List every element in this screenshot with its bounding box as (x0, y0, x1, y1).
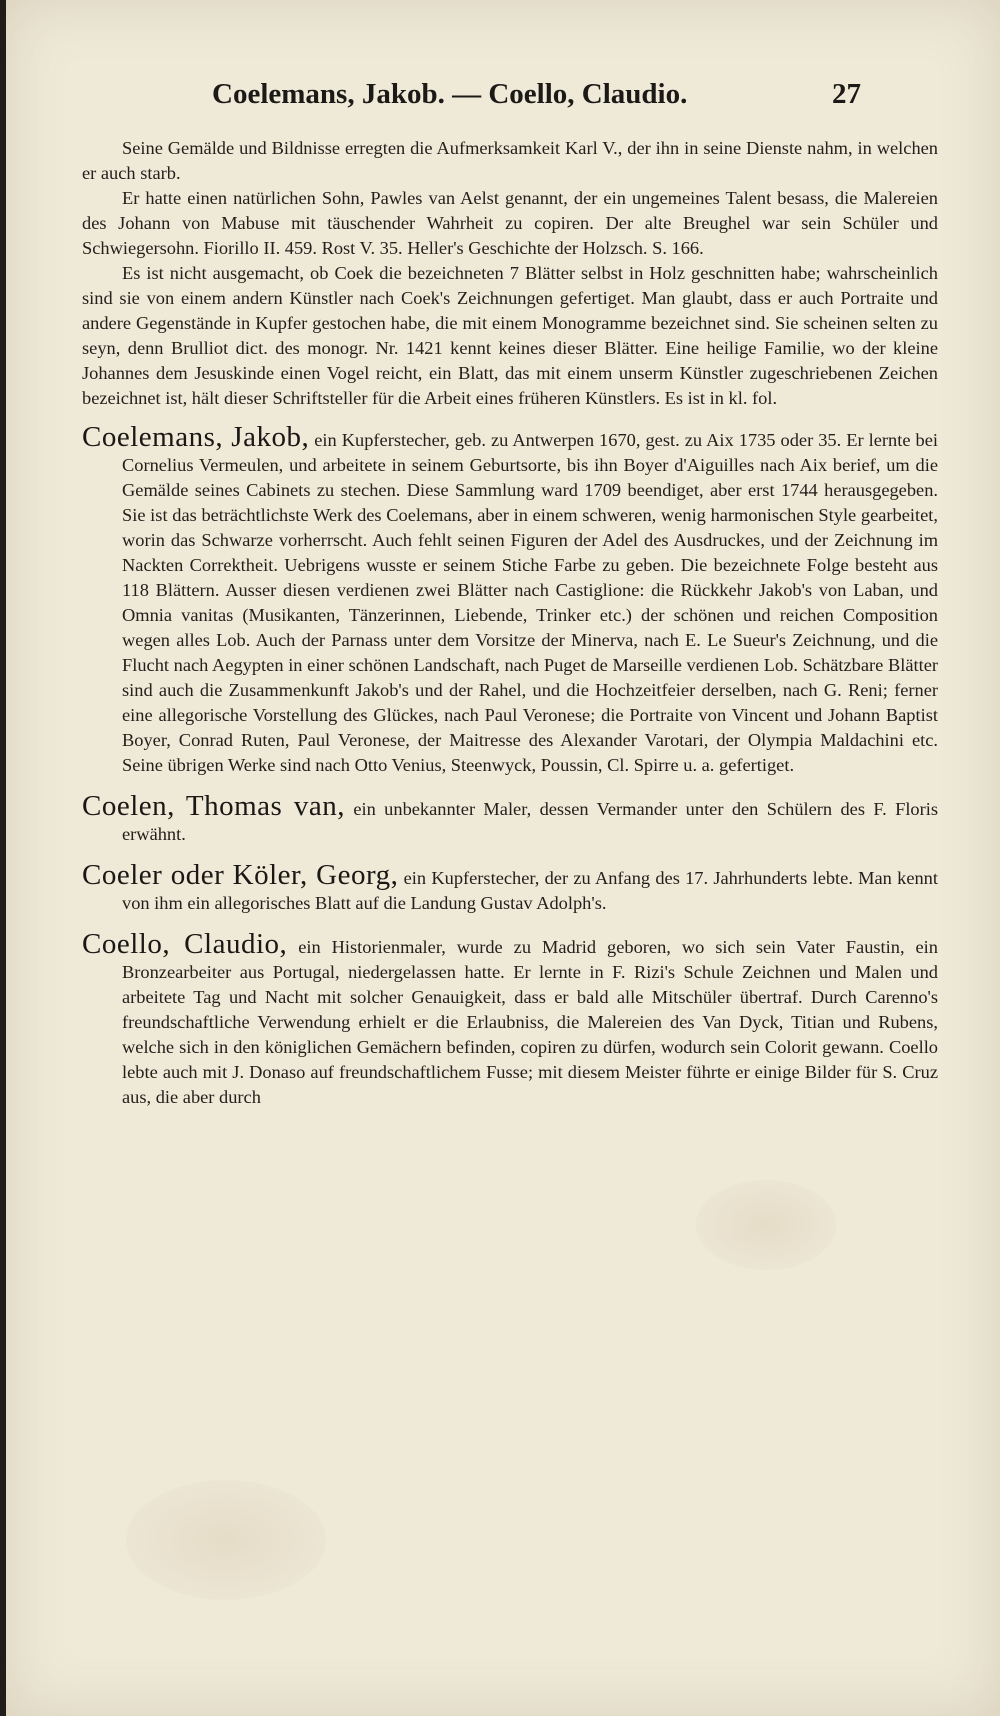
entry-coeler (82, 859, 938, 916)
entry-text: ein Kupferstecher, geb. zu Antwerpen 1670, gest. zu Aix 1735 oder 35. Er lernte bei Cornelius Vermeulen, und arbeitete in seinem Geburtsorte, bis ihn Boyer d'Aiguilles nach Aix berief, um die Gemälde seines Cabinets zu stechen. Diese Sammlung ward 1709 beendiget, aber erst 1744 herausgegeben. Sie ist das beträchtlichste Werk des Coelemans, aber in einem schweren, wenig harmonischen Style gearbeitet, worin das Schwarze vorherrscht. Auch fehlt seinen Figuren der Adel des Ausdruckes, und der Zeichnung im Nackten Correktheit. Uebrigens wusste er seinem Stiche Farbe zu geben. Die bezeichnete Folge besteht aus 118 Blättern. Ausser diesen verdienen zwei Blätter nach Castiglione: die Rückkehr Jakob's von Laban, und Omnia vanitas (Musikanten, Tänzerinnen, Liebende, Trinker etc.) der schönen und reichen Composition wegen alles Lob. Auch der Parnass unter dem Vorsitze der Minerva, nach E. Le Sueur's Zeichnung, und die Flucht nach Aegypten in einer schönen Landschaft, nach Puget de Marseille verdienen Lob. Schätzbare Blätter sind auch die Zusammenkunft Jakob's und der Rahel, und die Hochzeitfeier derselben, nach G. Reni; ferner eine allegorische Vorstellung des Glückes, nach Paul Veronese; die Portraite von Vincent und Johann Baptist Boyer, Conrad Ruten, Paul Veronese, der Maitresse des Alexander Varotari, der Olympia Maldachini etc. Seine übrigen Werke sind nach Otto Venius, Steenwyck, Poussin, Cl. Spirre u. a. gefertiget. (122, 430, 938, 775)
paper-stain (696, 1180, 836, 1270)
entry-name: Coelen, Thomas van, (82, 790, 345, 822)
entry-name: Coeler oder Köler, Georg, (82, 859, 399, 891)
page-number: 27 (832, 78, 861, 110)
entry-coello (82, 928, 938, 1110)
paragraph: Er hatte einen natürlichen Sohn, Pawles van Aelst genannt, der ein ungemeines Talent besass, die Malereien des Johann von Mabuse mit täuschender Wahrheit zu copiren. Der alte Breughel war sein Schüler und Schwiegersohn. Fiorillo II. 459. Rost V. 35. Heller's Geschichte der Holzsch. S. 166. (82, 188, 938, 258)
page-header (6, 78, 1000, 122)
entry-name: Coello, Claudio, (82, 928, 288, 960)
page-body (82, 136, 938, 1110)
book-page (6, 0, 1000, 1716)
entry-text: ein unbekannter Maler, dessen Vermander unter den Schülern des F. Floris erwähnt. (122, 799, 939, 844)
paper-stain (126, 1480, 326, 1600)
entry-text: ein Kupferstecher, der zu Anfang des 17. Jahrhunderts lebte. Man kennt von ihm ein allegorisches Blatt auf die Landung Gustav Adolph's. (122, 868, 938, 913)
entry-name: Coelemans, Jakob, (82, 421, 310, 453)
entry-coelen (82, 790, 939, 847)
paragraph: Seine Gemälde und Bildnisse erregten die Aufmerksamkeit Karl V., der ihn in seine Dienste nahm, in welchen er auch starb. (82, 138, 938, 183)
paragraph: Es ist nicht ausgemacht, ob Coek die bezeichneten 7 Blätter selbst in Holz geschnitten habe; wahrscheinlich sind sie von einem andern Künstler nach Coek's Zeichnungen gefertiget. Man glaubt, dass er auch Portraite und andere Gegenstände in Kupfer gestochen habe, die mit einem Monogramme bezeichnet sind. Sie scheinen selten zu seyn, denn Brulliot dict. des monogr. Nr. 1421 kennt keines dieser Blätter. Eine heilige Familie, wo der kleine Johannes dem Jesuskinde einen Vogel reicht, ein Blatt, das mit einem unserm Künstler zugeschriebenen Zeichen bezeichnet ist, hält dieser Schriftsteller für die Arbeit eines früheren Künstlers. Es ist in kl. fol. (82, 263, 938, 408)
running-head: Coelemans, Jakob. — Coello, Claudio. (212, 78, 688, 110)
entry-coelemans (82, 421, 938, 778)
entry-text: ein Historienmaler, wurde zu Madrid geboren, wo sich sein Vater Faustin, ein Bronzearbeiter aus Portugal, niedergelassen hatte. Er lernte in F. Rizi's Schule Zeichnen und Malen und arbeitete Tag und Nacht mit solcher Genauigkeit, dass er bald alle Mitschüler übertraf. Durch Carenno's freundschaftliche Verwendung erhielt er die Erlaubniss, die Malereien des Van Dyck, Titian und Rubens, welche sich in den königlichen Gemächern befinden, copiren zu dürfen, wodurch sein Colorit gewann. Coello lebte auch mit J. Donaso auf freundschaftlichem Fusse; mit diesem Meister führte er einige Bilder für S. Cruz aus, die aber durch (122, 937, 938, 1107)
